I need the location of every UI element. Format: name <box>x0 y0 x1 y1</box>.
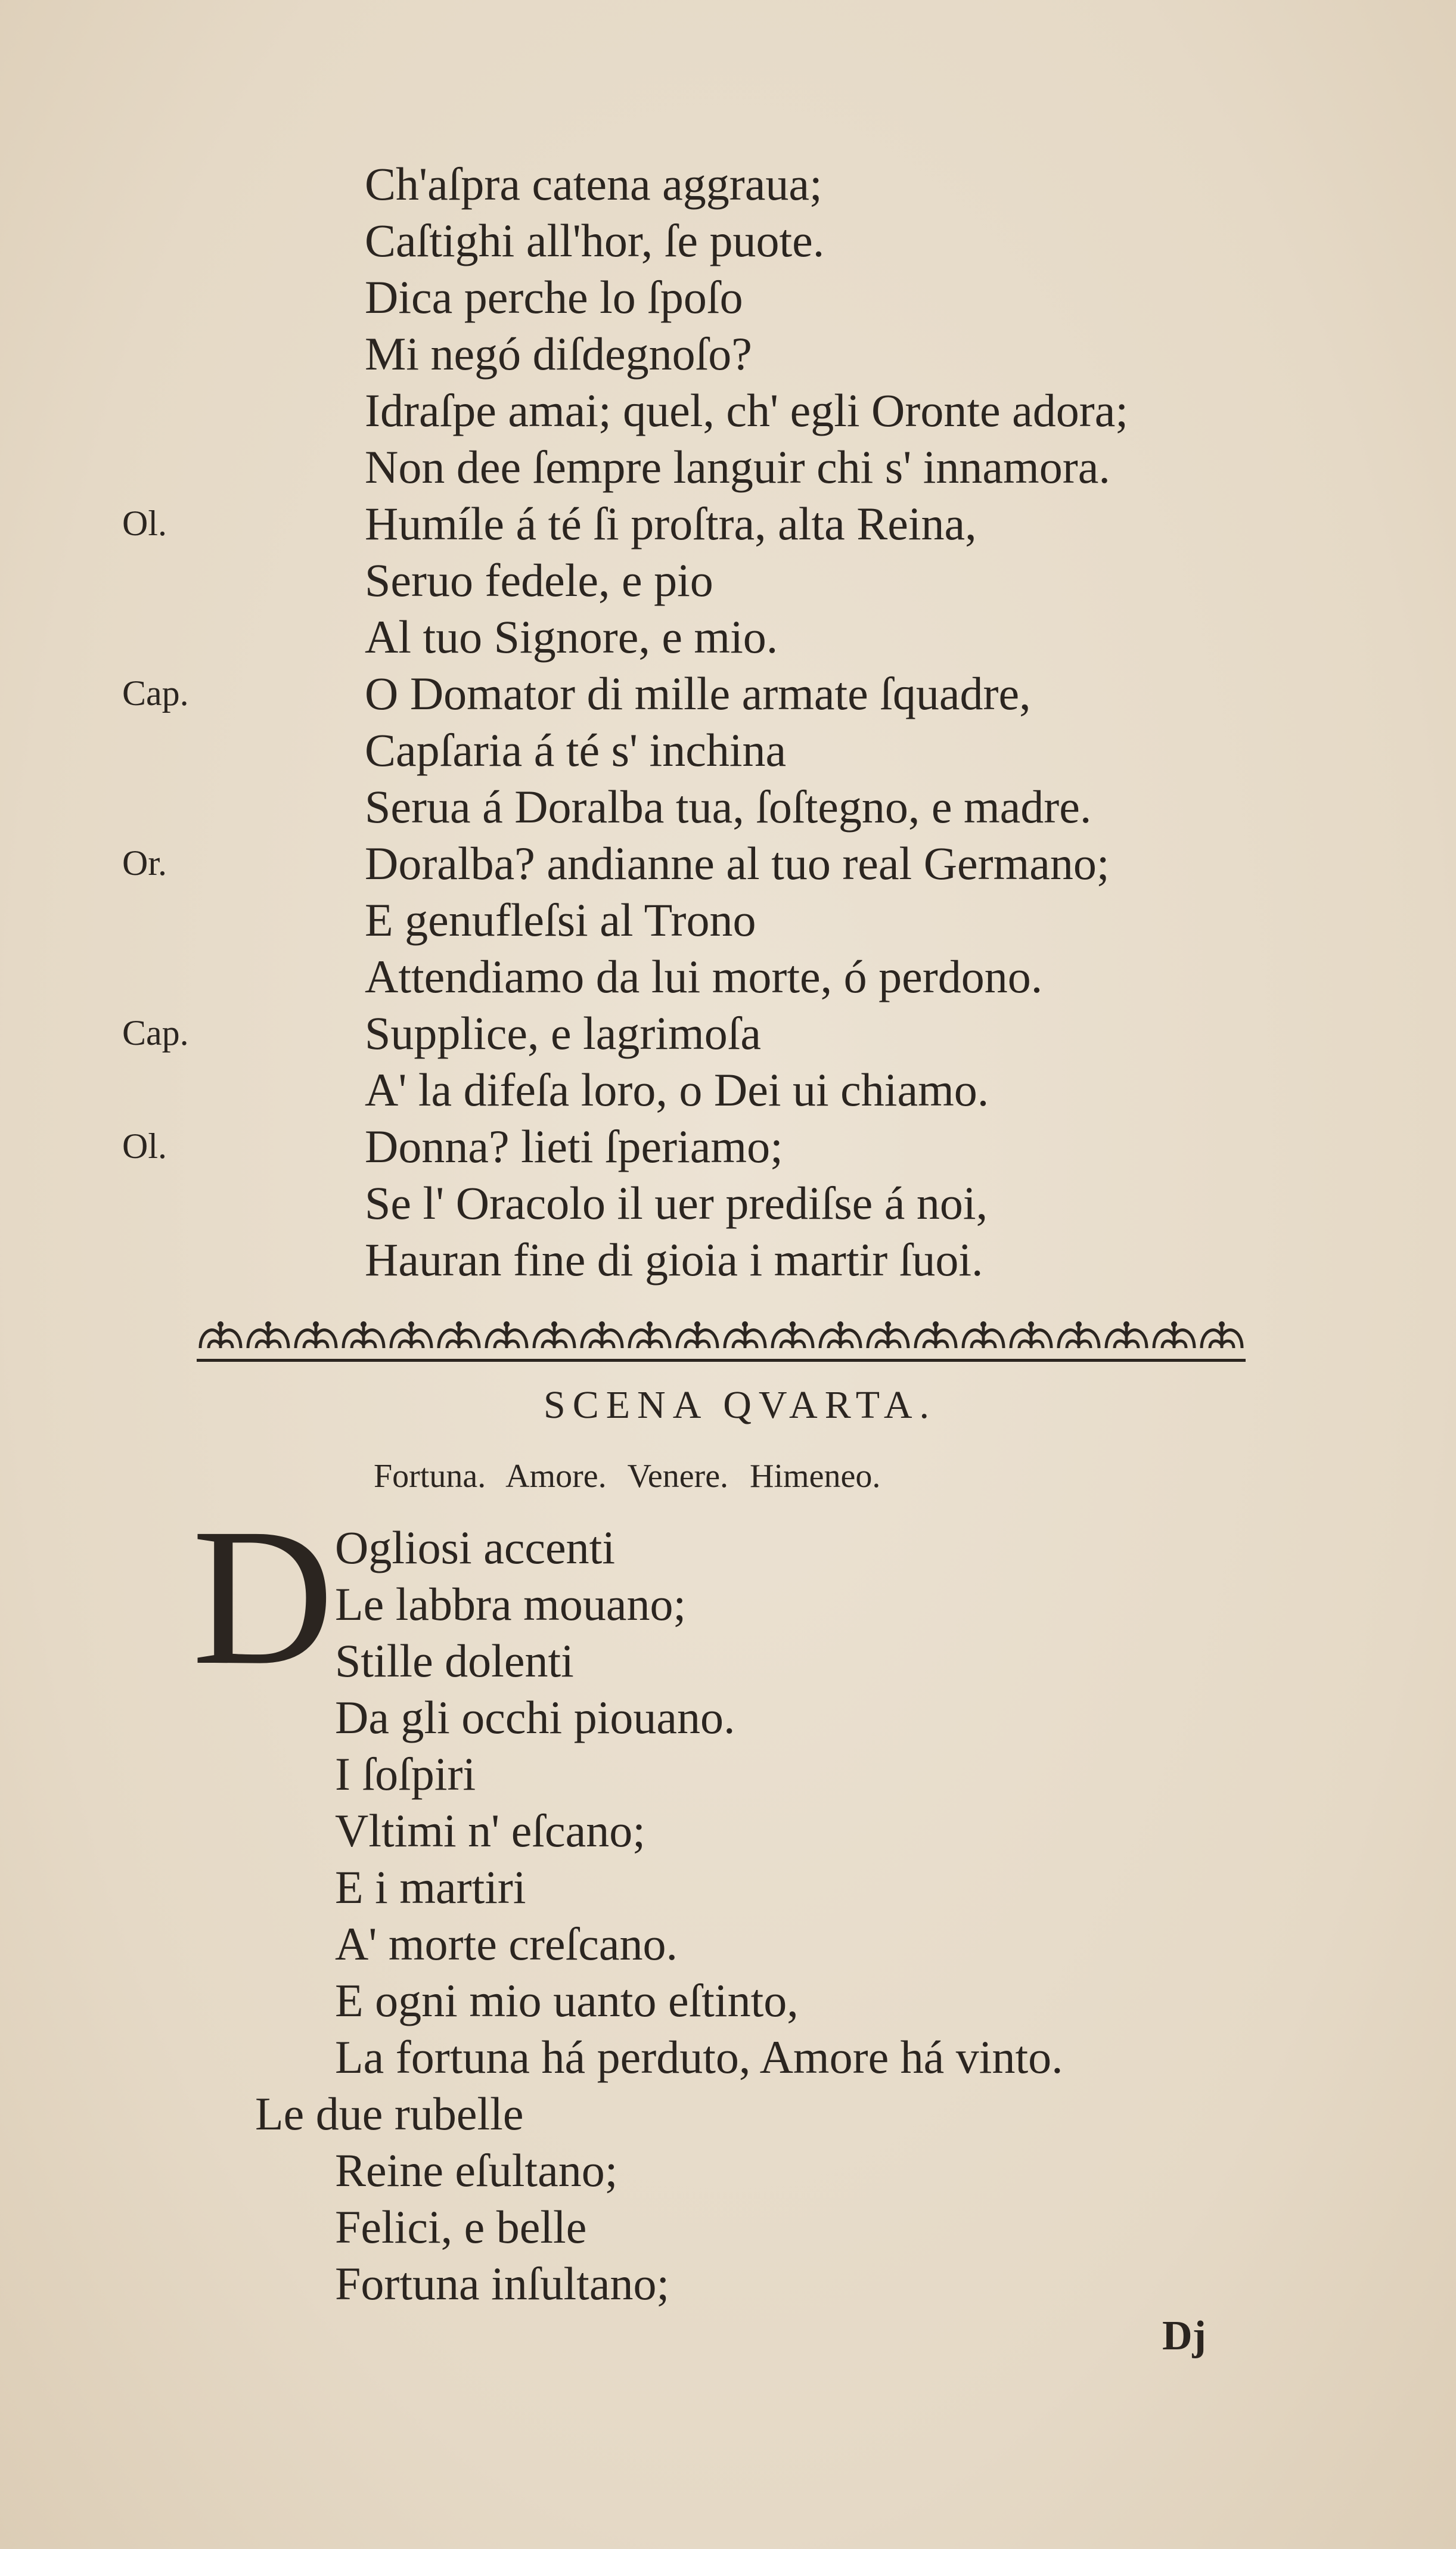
verse-line <box>0 2085 1456 2142</box>
verse-text: Le labbra mouano; <box>335 1578 687 1630</box>
verse-line <box>0 2255 1456 2312</box>
verse-line <box>0 778 1456 835</box>
verse-line <box>0 948 1456 1005</box>
verse-line <box>0 835 1456 892</box>
verse-line <box>0 1118 1456 1175</box>
speaker-label: Cap. <box>122 673 189 713</box>
verse-text: O Domator di mille armate ſquadre, <box>365 667 1031 719</box>
verse-text: I ſoſpiri <box>335 1748 476 1800</box>
verse-line <box>0 495 1456 552</box>
verse-line <box>0 552 1456 608</box>
verse-text: Seruo fedele, e pio <box>365 554 713 606</box>
speaker-label: Cap. <box>122 1013 189 1052</box>
verse-section <box>0 1519 1456 2312</box>
verse-text: A' morte creſcano. <box>335 1918 678 1970</box>
verse-text: Stille dolenti <box>335 1635 574 1687</box>
verse-text: Non dee ſempre languir chi s' innamora. <box>365 441 1110 493</box>
scene-title: SCENA QVARTA. <box>544 1383 936 1427</box>
verse-line <box>0 1175 1456 1231</box>
verse-text: Dica perche lo ſpoſo <box>365 271 743 323</box>
verse-line <box>0 1576 1456 1632</box>
speaker-label: Or. <box>122 843 167 883</box>
verse-line <box>0 212 1456 269</box>
speaker-label: Ol. <box>122 504 167 543</box>
verse-line <box>0 382 1456 439</box>
ornamental-border <box>197 1318 1246 1366</box>
verse-text: La fortuna há perduto, Amore há vinto. <box>335 2031 1063 2083</box>
verse-line <box>0 439 1456 495</box>
verse-text: Fortuna inſultano; <box>335 2258 670 2309</box>
verse-line <box>0 892 1456 948</box>
verse-line <box>0 665 1456 722</box>
verse-line <box>0 1632 1456 1689</box>
verse-line <box>0 1689 1456 1746</box>
drop-cap: D <box>192 1488 334 1706</box>
verse-line <box>0 1746 1456 1802</box>
scene-characters: Fortuna. Amore. Venere. Himeneo. <box>374 1458 881 1495</box>
verse-line <box>0 608 1456 665</box>
verse-text: Doralba? andianne al tuo real Germano; <box>365 837 1110 889</box>
verse-text: Al tuo Signore, e mio. <box>365 611 778 663</box>
speaker-label: Ol. <box>122 1126 167 1166</box>
verse-text: Vltimi n' eſcano; <box>335 1805 645 1856</box>
verse-text: Caſtighi all'hor, ſe puote. <box>365 215 825 266</box>
verse-line <box>0 2029 1456 2085</box>
verse-line <box>0 1915 1456 1972</box>
verse-line <box>0 1005 1456 1061</box>
verse-text: Capſaria á té s' inchina <box>365 724 787 776</box>
verse-text: Attendiamo da lui morte, ó perdono. <box>365 951 1043 1002</box>
verse-line <box>0 1231 1456 1288</box>
verse-text: E genufleſsi al Trono <box>365 894 756 946</box>
verse-text: Da gli occhi piouano. <box>335 1691 735 1743</box>
verse-line <box>0 2199 1456 2255</box>
verse-line <box>0 1859 1456 1915</box>
verse-text: Ogliosi accenti <box>335 1522 616 1573</box>
verse-text: E ogni mio uanto eſtinto, <box>335 1974 799 2026</box>
verse-text: Serua á Doralba tua, ſoſtegno, e madre. <box>365 781 1092 833</box>
verse-line <box>0 1802 1456 1859</box>
verse-line <box>0 325 1456 382</box>
verse-line <box>0 1519 1456 1576</box>
verse-text: Hauran fine di gioia i martir ſuoi. <box>365 1234 983 1286</box>
verse-text: Supplice, e lagrimoſa <box>365 1007 761 1059</box>
verse-line <box>0 269 1456 325</box>
signature-mark: Dj <box>1162 2313 1206 2359</box>
dialogue-section <box>0 156 1456 1288</box>
verse-text: Le due rubelle <box>255 2088 524 2140</box>
verse-line <box>0 722 1456 778</box>
verse-text: Donna? lieti ſperiamo; <box>365 1120 783 1172</box>
verse-line <box>0 1972 1456 2029</box>
verse-text: Felici, e belle <box>335 2201 587 2253</box>
verse-text: E i martiri <box>335 1861 526 1913</box>
verse-text: A' la difeſa loro, o Dei ui chiamo. <box>365 1064 989 1116</box>
verse-text: Idraſpe amai; quel, ch' egli Oronte adora; <box>365 384 1129 436</box>
verse-text: Humíle á té ſi proſtra, alta Reina, <box>365 498 977 549</box>
verse-text: Reine eſultano; <box>335 2144 618 2196</box>
verse-line <box>0 1061 1456 1118</box>
verse-text: Mi negó diſdegnoſo? <box>365 328 752 380</box>
verse-text: Se l' Oracolo il uer prediſse á noi, <box>365 1177 988 1229</box>
verse-text: Ch'aſpra catena aggraua; <box>365 158 822 210</box>
verse-line <box>0 2142 1456 2199</box>
verse-line <box>0 156 1456 212</box>
